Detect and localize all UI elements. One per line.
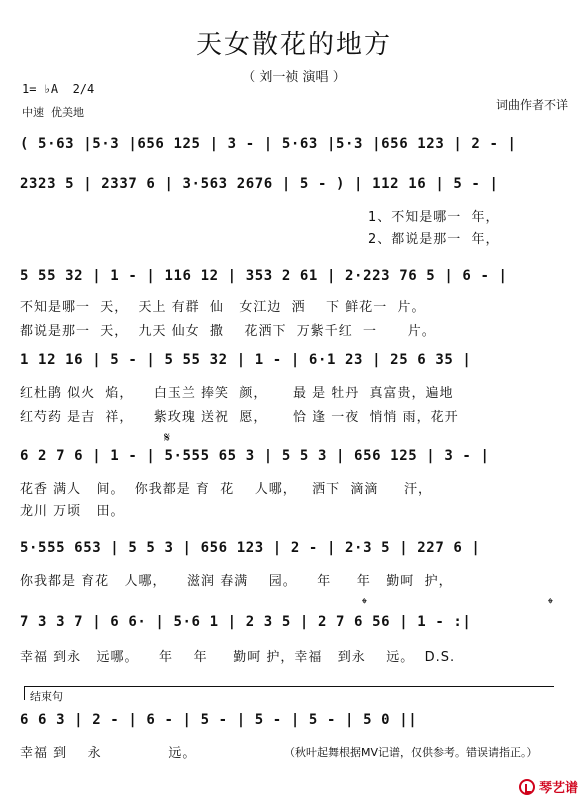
coda-icon: 𝄌	[548, 596, 553, 612]
credit-line: 词曲作者不详	[495, 98, 568, 112]
score-row-5	[20, 448, 568, 472]
lyric-verse-2: 红芍药 是吉 祥， 紫玫瑰 送祝 愿， 恰 逢 一夜 悄悄 雨，花开	[20, 410, 459, 425]
singer-line: （ 刘一祯 演唱 ）	[242, 70, 346, 85]
lyric-verse-1: 红杜鹃 似火 焰， 白玉兰 捧笑 颜， 最 是 牡丹 真富贵，遍地	[20, 386, 454, 401]
lyric-verse-1: 花香 满人 间。 你我都是 育 花 人哪， 洒下 滴滴 汗，	[20, 482, 433, 497]
score-row-2	[20, 176, 568, 200]
score-row-4	[20, 352, 568, 376]
lyric-line: 幸福 到永 远哪。 年 年 勤呵 护，幸福 到永 远。 D.S.	[20, 650, 456, 665]
song-title: 天女散花的地方	[195, 30, 392, 60]
lyric-line: 你我都是 育花 人哪， 滋润 春满 园。 年 年 勤呵 护，	[20, 574, 453, 589]
coda-icon: 𝄌	[362, 596, 367, 612]
notation: 6 6 3 | 2 - | 6 - | 5 - | 5 - | 5 - | 5 0 ||	[20, 712, 418, 728]
notation: 7 3 3 7 | 6 6· | 5·6 1 | 2 3 5 | 2 7 6 56 | 1 - :|	[20, 614, 472, 630]
notation: 5·555 653 | 5 5 3 | 656 123 | 2 - | 2·3 5 | 227 6 |	[20, 540, 481, 556]
notation: 1 12 16 | 5 - | 5 55 32 | 1 - | 6·1 23 | 25 6 35 |	[20, 352, 472, 368]
lyric-verse-2: 2、都说是那一 年，	[368, 232, 500, 247]
notation: 2323 5 | 2337 6 | 3·563 2676 | 5 - ) | 112 16 | 5 - |	[20, 176, 499, 192]
key-signature: 1= ♭A 2/4	[22, 82, 95, 96]
lyric-verse-2: 都说是那一 天， 九天 仙女 撒 花洒下 万紫千红 一 片。	[20, 324, 436, 339]
score-row-3	[20, 268, 568, 292]
ending-bracket	[24, 686, 554, 688]
notation: 6 2 7 6 | 1 - | 5·555 65 3 | 5 5 3 | 656 125 | 3 - |	[20, 448, 490, 464]
tempo-marking: 中速 优美地	[22, 106, 84, 119]
logo-icon	[519, 779, 535, 795]
score-row-1	[20, 136, 568, 160]
watermark-text: 琴艺谱	[538, 781, 578, 796]
segno-icon: 𝄋	[164, 430, 171, 446]
lyric-verse-1: 1、不知是哪一 年，	[368, 210, 500, 225]
score-row-6	[20, 540, 568, 564]
ending-bracket-tick	[24, 686, 25, 700]
lyric-verse-1: 不知是哪一 天， 天上 有群 仙 女江边 洒 下 鲜花一 片。	[20, 300, 426, 315]
notation: ( 5·63 |5·3 |656 125 | 3 - | 5·63 |5·3 |656 123 | 2 - |	[20, 136, 517, 152]
transcription-note: （秋叶起舞根据MV记谱，仅供参考。错误请指正。）	[284, 746, 538, 759]
score-row-8	[20, 712, 568, 736]
ending-label: 结束句	[30, 690, 63, 703]
lyric-verse-2: 龙川 万顷 田。	[20, 504, 125, 519]
watermark-logo	[519, 777, 578, 796]
notation: 5 55 32 | 1 - | 116 12 | 353 2 61 | 2·223 76 5 | 6 - |	[20, 268, 508, 284]
score-row-7	[20, 614, 568, 638]
lyric-line: 幸福 到 永 远。	[20, 746, 197, 761]
